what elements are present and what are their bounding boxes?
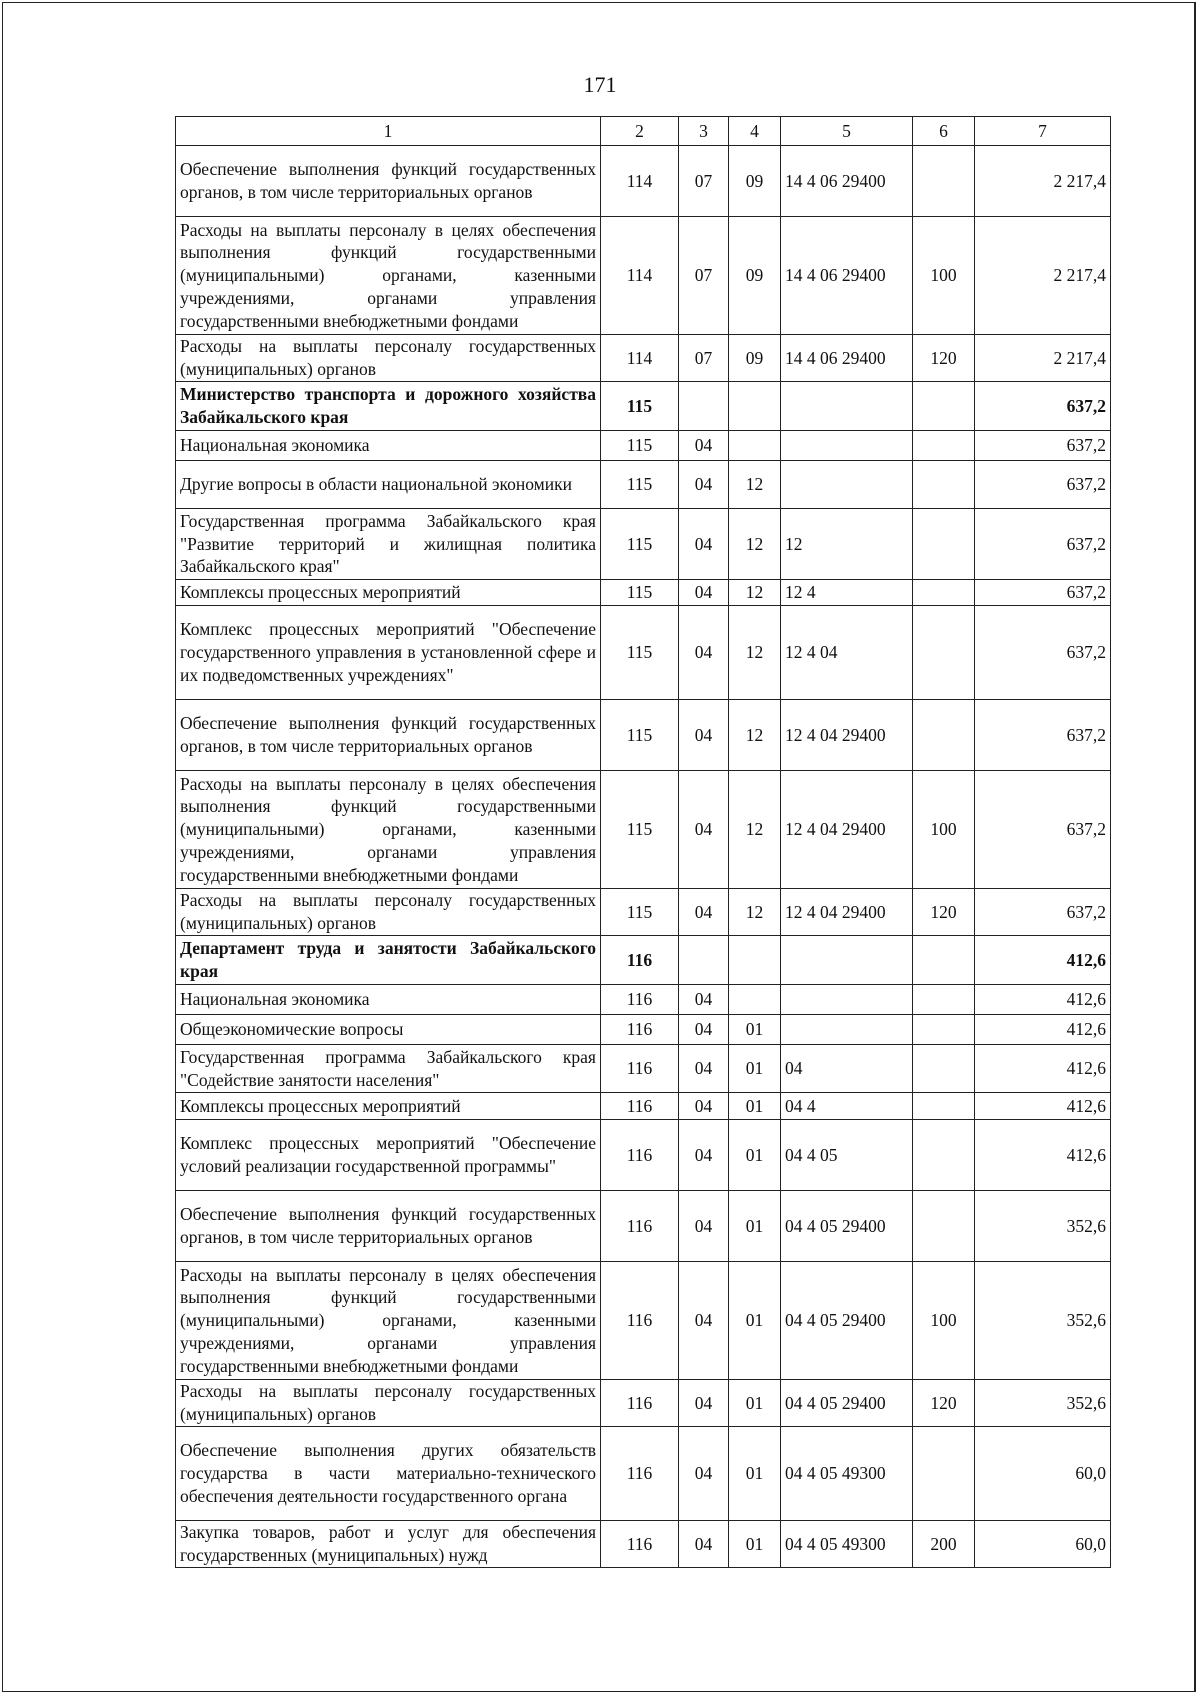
row-name-cell: Министерство транспорта и дорожного хозяйства Забайкальского края — [176, 382, 601, 431]
row-subsection-cell — [729, 985, 781, 1015]
row-expense-type-cell — [913, 700, 975, 771]
row-target-code-cell: 12 4 04 29400 — [781, 771, 913, 889]
table-row — [176, 335, 1111, 382]
table-row — [176, 382, 1111, 431]
row-expense-type-cell — [913, 461, 975, 509]
row-ministry-code-cell: 116 — [601, 1093, 679, 1120]
budget-table — [175, 116, 1111, 1568]
row-subsection-cell: 12 — [729, 580, 781, 606]
row-expense-type-cell — [913, 985, 975, 1015]
table-row — [176, 1380, 1111, 1427]
row-amount-cell: 60,0 — [975, 1427, 1111, 1521]
row-subsection-cell: 12 — [729, 509, 781, 580]
table-row — [176, 580, 1111, 606]
row-subsection-cell: 12 — [729, 700, 781, 771]
table-row — [176, 1015, 1111, 1045]
row-amount-cell: 637,2 — [975, 461, 1111, 509]
row-expense-type-cell: 100 — [913, 1262, 975, 1380]
row-name-cell: Департамент труда и занятости Забайкальского края — [176, 936, 601, 985]
row-name-cell: Обеспечение выполнения других обязательств государства в части материально-технического обеспечения деятельности государственного органа — [176, 1427, 601, 1521]
row-amount-cell: 637,2 — [975, 431, 1111, 461]
table-row — [176, 1120, 1111, 1191]
row-section-cell: 04 — [679, 1093, 729, 1120]
row-amount-cell: 412,6 — [975, 985, 1111, 1015]
row-target-code-cell: 12 4 04 29400 — [781, 700, 913, 771]
row-section-cell: 04 — [679, 461, 729, 509]
row-subsection-cell: 01 — [729, 1045, 781, 1093]
row-expense-type-cell — [913, 1427, 975, 1521]
row-ministry-code-cell: 116 — [601, 1427, 679, 1521]
row-ministry-code-cell: 115 — [601, 700, 679, 771]
row-ministry-code-cell: 115 — [601, 382, 679, 431]
row-subsection-cell: 01 — [729, 1120, 781, 1191]
row-ministry-code-cell: 115 — [601, 461, 679, 509]
header-col-5: 5 — [781, 117, 913, 146]
row-ministry-code-cell: 114 — [601, 335, 679, 382]
row-section-cell: 04 — [679, 580, 729, 606]
row-ministry-code-cell: 115 — [601, 580, 679, 606]
table-row — [176, 1427, 1111, 1521]
row-amount-cell: 60,0 — [975, 1521, 1111, 1568]
row-amount-cell: 637,2 — [975, 700, 1111, 771]
row-subsection-cell: 12 — [729, 461, 781, 509]
row-section-cell: 07 — [679, 335, 729, 382]
table-row — [176, 146, 1111, 217]
row-expense-type-cell — [913, 1015, 975, 1045]
row-section-cell: 04 — [679, 1427, 729, 1521]
row-amount-cell: 412,6 — [975, 1093, 1111, 1120]
table-row — [176, 936, 1111, 985]
row-subsection-cell: 12 — [729, 889, 781, 936]
row-subsection-cell: 01 — [729, 1191, 781, 1262]
row-ministry-code-cell: 115 — [601, 606, 679, 700]
row-section-cell: 07 — [679, 217, 729, 335]
header-col-3: 3 — [679, 117, 729, 146]
row-expense-type-cell — [913, 1191, 975, 1262]
row-amount-cell: 412,6 — [975, 1015, 1111, 1045]
row-target-code-cell — [781, 382, 913, 431]
row-name-cell: Национальная экономика — [176, 985, 601, 1015]
row-expense-type-cell: 100 — [913, 771, 975, 889]
header-col-6: 6 — [913, 117, 975, 146]
row-expense-type-cell — [913, 382, 975, 431]
header-col-4: 4 — [729, 117, 781, 146]
row-section-cell: 04 — [679, 1015, 729, 1045]
row-amount-cell: 2 217,4 — [975, 335, 1111, 382]
row-expense-type-cell — [913, 509, 975, 580]
row-name-cell: Расходы на выплаты персоналу государственных (муниципальных) органов — [176, 889, 601, 936]
row-ministry-code-cell: 116 — [601, 1015, 679, 1045]
row-name-cell: Другие вопросы в области национальной экономики — [176, 461, 601, 509]
row-amount-cell: 352,6 — [975, 1380, 1111, 1427]
row-ministry-code-cell: 114 — [601, 217, 679, 335]
row-section-cell: 04 — [679, 1191, 729, 1262]
row-target-code-cell — [781, 431, 913, 461]
row-name-cell: Обеспечение выполнения функций государственных органов, в том числе территориальных органов — [176, 146, 601, 217]
table-row — [176, 1191, 1111, 1262]
row-ministry-code-cell: 116 — [601, 1380, 679, 1427]
row-name-cell: Расходы на выплаты персоналу в целях обеспечения выполнения функций государственными (муниципальными) органами, казенными учреждениями, органами управления государственными внебюджетными фондами — [176, 771, 601, 889]
row-name-cell: Обеспечение выполнения функций государственных органов, в том числе территориальных органов — [176, 1191, 601, 1262]
row-subsection-cell: 12 — [729, 771, 781, 889]
row-amount-cell: 637,2 — [975, 606, 1111, 700]
row-target-code-cell: 12 4 04 — [781, 606, 913, 700]
row-ministry-code-cell: 116 — [601, 1191, 679, 1262]
row-subsection-cell: 09 — [729, 335, 781, 382]
table-row — [176, 217, 1111, 335]
row-target-code-cell: 04 4 05 29400 — [781, 1380, 913, 1427]
row-target-code-cell: 12 4 — [781, 580, 913, 606]
row-subsection-cell: 12 — [729, 606, 781, 700]
row-ministry-code-cell: 116 — [601, 1262, 679, 1380]
page-number: 171 — [583, 72, 617, 97]
row-target-code-cell — [781, 461, 913, 509]
row-section-cell: 04 — [679, 889, 729, 936]
row-subsection-cell: 01 — [729, 1015, 781, 1045]
row-ministry-code-cell: 116 — [601, 985, 679, 1015]
row-section-cell: 04 — [679, 1045, 729, 1093]
row-target-code-cell: 04 4 05 29400 — [781, 1191, 913, 1262]
row-section-cell — [679, 936, 729, 985]
row-amount-cell: 2 217,4 — [975, 146, 1111, 217]
row-ministry-code-cell: 116 — [601, 1521, 679, 1568]
row-expense-type-cell: 120 — [913, 335, 975, 382]
row-amount-cell: 637,2 — [975, 771, 1111, 889]
row-expense-type-cell — [913, 936, 975, 985]
row-target-code-cell: 04 4 05 49300 — [781, 1427, 913, 1521]
table-row — [176, 1521, 1111, 1568]
row-target-code-cell: 14 4 06 29400 — [781, 335, 913, 382]
row-expense-type-cell — [913, 146, 975, 217]
row-target-code-cell: 04 4 — [781, 1093, 913, 1120]
row-amount-cell: 352,6 — [975, 1191, 1111, 1262]
row-expense-type-cell — [913, 580, 975, 606]
row-section-cell: 04 — [679, 771, 729, 889]
row-ministry-code-cell: 115 — [601, 771, 679, 889]
table-row — [176, 606, 1111, 700]
row-amount-cell: 352,6 — [975, 1262, 1111, 1380]
row-name-cell: Общеэкономические вопросы — [176, 1015, 601, 1045]
header-col-1: 1 — [176, 117, 601, 146]
table-row — [176, 1045, 1111, 1093]
row-target-code-cell: 14 4 06 29400 — [781, 217, 913, 335]
row-name-cell: Расходы на выплаты персоналу в целях обеспечения выполнения функций государственными (муниципальными) органами, казенными учреждениями, органами управления государственными внебюджетными фондами — [176, 1262, 601, 1380]
row-expense-type-cell — [913, 431, 975, 461]
row-name-cell: Государственная программа Забайкальского края "Развитие территорий и жилищная политика Забайкальского края" — [176, 509, 601, 580]
row-section-cell: 07 — [679, 146, 729, 217]
row-subsection-cell: 01 — [729, 1521, 781, 1568]
row-target-code-cell: 04 — [781, 1045, 913, 1093]
table-row — [176, 1262, 1111, 1380]
row-expense-type-cell — [913, 606, 975, 700]
row-expense-type-cell — [913, 1120, 975, 1191]
table-row — [176, 431, 1111, 461]
row-target-code-cell: 14 4 06 29400 — [781, 146, 913, 217]
row-expense-type-cell: 120 — [913, 889, 975, 936]
row-name-cell: Национальная экономика — [176, 431, 601, 461]
row-expense-type-cell: 200 — [913, 1521, 975, 1568]
row-amount-cell: 2 217,4 — [975, 217, 1111, 335]
row-subsection-cell — [729, 431, 781, 461]
row-target-code-cell: 12 4 04 29400 — [781, 889, 913, 936]
row-name-cell: Комплекс процессных мероприятий "Обеспечение условий реализации государственной программы" — [176, 1120, 601, 1191]
row-section-cell: 04 — [679, 509, 729, 580]
table-row — [176, 985, 1111, 1015]
row-section-cell: 04 — [679, 985, 729, 1015]
row-name-cell: Расходы на выплаты персоналу государственных (муниципальных) органов — [176, 1380, 601, 1427]
row-section-cell: 04 — [679, 1521, 729, 1568]
table-row — [176, 461, 1111, 509]
row-target-code-cell: 12 — [781, 509, 913, 580]
row-target-code-cell: 04 4 05 49300 — [781, 1521, 913, 1568]
row-amount-cell: 637,2 — [975, 580, 1111, 606]
table-row — [176, 889, 1111, 936]
row-ministry-code-cell: 115 — [601, 509, 679, 580]
row-amount-cell: 412,6 — [975, 1045, 1111, 1093]
row-section-cell: 04 — [679, 1380, 729, 1427]
row-amount-cell: 637,2 — [975, 382, 1111, 431]
row-subsection-cell: 01 — [729, 1262, 781, 1380]
row-expense-type-cell: 100 — [913, 217, 975, 335]
row-section-cell: 04 — [679, 1262, 729, 1380]
table-row — [176, 1093, 1111, 1120]
row-subsection-cell: 09 — [729, 217, 781, 335]
row-ministry-code-cell: 115 — [601, 431, 679, 461]
row-name-cell: Расходы на выплаты персоналу в целях обеспечения выполнения функций государственными (муниципальными) органами, казенными учреждениями, органами управления государственными внебюджетными фондами — [176, 217, 601, 335]
row-section-cell: 04 — [679, 431, 729, 461]
table-body — [176, 146, 1111, 1568]
row-target-code-cell — [781, 936, 913, 985]
row-name-cell: Комплекс процессных мероприятий "Обеспечение государственного управления в установленной сфере и их подведомственных учреждениях" — [176, 606, 601, 700]
row-name-cell: Закупка товаров, работ и услуг для обеспечения государственных (муниципальных) нужд — [176, 1521, 601, 1568]
row-expense-type-cell — [913, 1045, 975, 1093]
table-row — [176, 700, 1111, 771]
header-col-7: 7 — [975, 117, 1111, 146]
table-row — [176, 509, 1111, 580]
row-target-code-cell — [781, 985, 913, 1015]
row-subsection-cell: 01 — [729, 1380, 781, 1427]
row-subsection-cell: 01 — [729, 1093, 781, 1120]
row-amount-cell: 412,6 — [975, 1120, 1111, 1191]
row-amount-cell: 637,2 — [975, 509, 1111, 580]
row-section-cell: 04 — [679, 606, 729, 700]
row-name-cell: Комплексы процессных мероприятий — [176, 580, 601, 606]
header-col-2: 2 — [601, 117, 679, 146]
row-target-code-cell: 04 4 05 29400 — [781, 1262, 913, 1380]
row-expense-type-cell: 120 — [913, 1380, 975, 1427]
row-expense-type-cell — [913, 1093, 975, 1120]
row-ministry-code-cell: 116 — [601, 1120, 679, 1191]
row-name-cell: Обеспечение выполнения функций государственных органов, в том числе территориальных органов — [176, 700, 601, 771]
row-amount-cell: 412,6 — [975, 936, 1111, 985]
row-target-code-cell: 04 4 05 — [781, 1120, 913, 1191]
row-ministry-code-cell: 114 — [601, 146, 679, 217]
row-name-cell: Государственная программа Забайкальского края "Содействие занятости населения" — [176, 1045, 601, 1093]
row-subsection-cell — [729, 382, 781, 431]
row-name-cell: Расходы на выплаты персоналу государственных (муниципальных) органов — [176, 335, 601, 382]
row-subsection-cell: 01 — [729, 1427, 781, 1521]
row-section-cell: 04 — [679, 1120, 729, 1191]
row-section-cell: 04 — [679, 700, 729, 771]
row-amount-cell: 637,2 — [975, 889, 1111, 936]
table-header-row — [176, 117, 1111, 146]
row-ministry-code-cell: 116 — [601, 936, 679, 985]
row-target-code-cell — [781, 1015, 913, 1045]
row-name-cell: Комплексы процессных мероприятий — [176, 1093, 601, 1120]
table-row — [176, 771, 1111, 889]
row-subsection-cell — [729, 936, 781, 985]
row-ministry-code-cell: 115 — [601, 889, 679, 936]
row-section-cell — [679, 382, 729, 431]
row-subsection-cell: 09 — [729, 146, 781, 217]
row-ministry-code-cell: 116 — [601, 1045, 679, 1093]
